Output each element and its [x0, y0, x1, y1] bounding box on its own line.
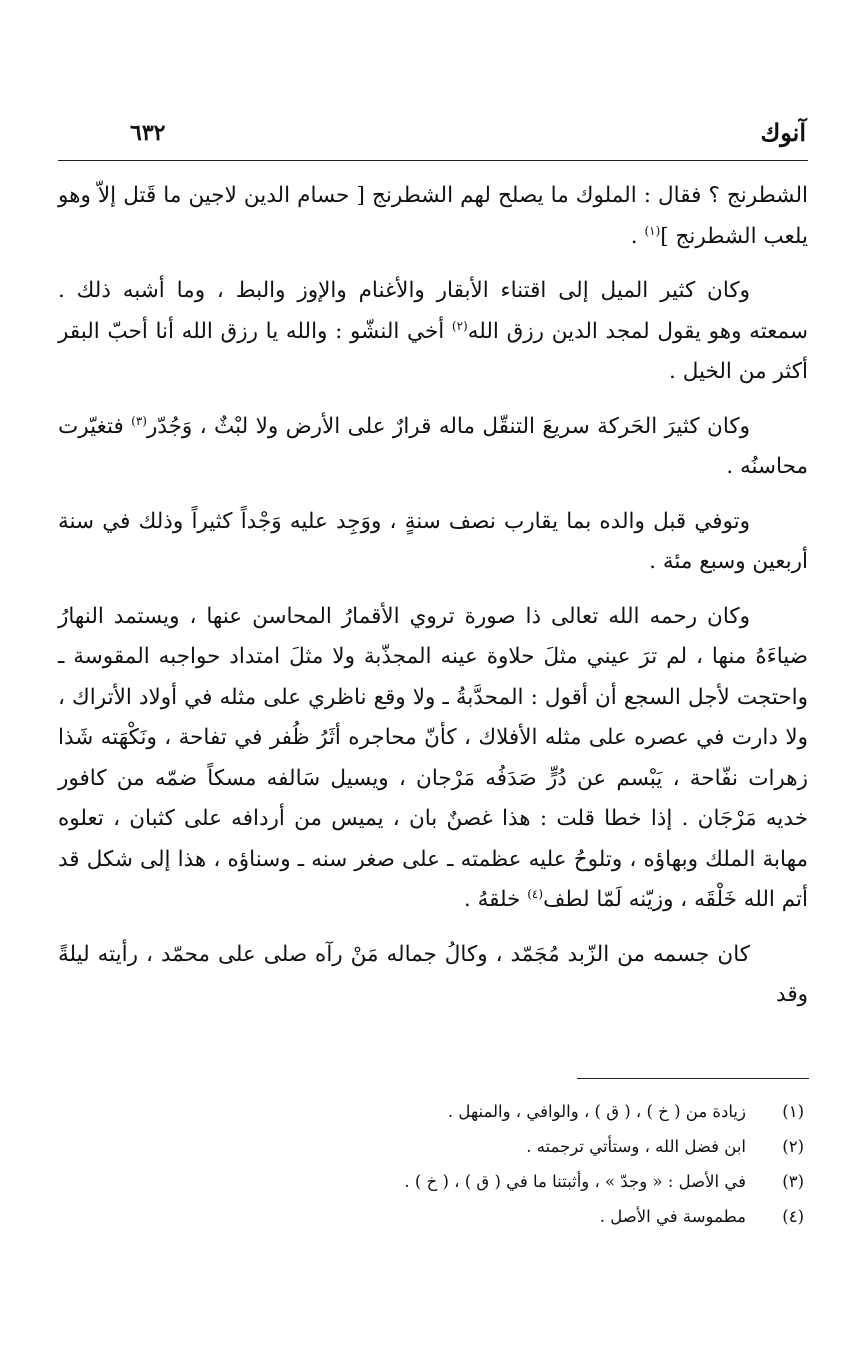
footnote-ref: (٣) — [131, 413, 147, 428]
footnote-ref: (٢) — [451, 318, 468, 333]
paragraph-tail: . — [630, 223, 645, 249]
main-text — [58, 176, 808, 1030]
footnote-text: زيادة من ( خ ) ، ( ق ) ، والوافي ، والمنهل . — [447, 1102, 746, 1121]
paragraph-tail: أخي النشّو : والله يا رزق الله أنا أحبّ البقر أكثر من الخيل . — [58, 318, 808, 384]
footnote — [58, 1199, 808, 1234]
paragraph — [58, 176, 808, 257]
footnote-ref: (١) — [644, 223, 661, 238]
paragraph-text: الشطرنج ؟ فقال : الملوك ما يصلح لهم الشطرنج [ حسام الدين لاجين ما قَتل إلاّ وهو يلعب الشطرنج ] — [58, 183, 808, 249]
footnote-text: في الأصل : « وجدّ » ، وأثبتنا ما في ( ق ) ، ( خ ) . — [404, 1172, 746, 1191]
paragraph-tail: فتغيّرت محاسنُه . — [58, 413, 808, 479]
paragraph-text: وكان رحمه الله تعالى ذا صورة تروي الأقمارُ المحاسن عنها ، ويستمد النهارُ ضياءَهُ منها ، لم ترَ عيني مثلَ حلاوة عينه المجذّبة ولا مثلَ امتداد حواجبه المقوسة ـ واحتجت لأجل السجع أن أقول : المحدَّبةُ ـ ولا وقع ناظري على مثله في أولاد الأتراك ، ولا دارت في عصره على مثله الأفلاك ، كأنّ محاجره أثَرُ ظُفر في تفاحة ، ونَكْهَته شَذا زهرات نفّاحة ، يَبْسم عن دُرٍّ صَدَفُه مَرْجان ، ويسيل سَالفه مسكاً ضمّه من كافور خديه مَرْجَان . إذا خطا قلت : هذا غصنٌ بان ، يميس من أردافه على كثبان ، تعلوه مهابة الملك وبهاؤه ، وتلوحُ عليه عظمته ـ على صغر سنه ـ وسناؤه ، هذا إلى شكل قد أتم الله خَلْقَه ، وزيّنه لَمّا لطف — [58, 603, 808, 912]
footnote-text: ابن فضل الله ، وستأتي ترجمته . — [526, 1137, 746, 1156]
running-title: آنوك — [760, 118, 806, 147]
paragraph-text: وتوفي قبل والده بما يقارب نصف سنةٍ ، ووَجِد عليه وَجْداً كثيراً وذلك في سنة أربعين وسبع مئة . — [58, 508, 808, 574]
footnote-number: (١) — [782, 1102, 804, 1121]
footnotes — [58, 1094, 808, 1234]
footnote-number: (٢) — [782, 1137, 804, 1156]
paragraph — [58, 597, 808, 921]
footnote-ref: (٤) — [527, 886, 544, 901]
paragraph-text: كان جسمه من الزّبد مُجَمّد ، وكالُ جماله مَنْ رآه صلى على محمّد ، رأيته ليلةً وقد — [58, 941, 808, 1007]
footnote — [58, 1094, 808, 1129]
footnote-number: (٤) — [782, 1207, 804, 1226]
paragraph — [58, 502, 808, 583]
paragraph — [58, 271, 808, 393]
paragraph — [58, 407, 808, 488]
footnote — [58, 1164, 808, 1199]
footnote-number: (٣) — [782, 1172, 804, 1191]
paragraph-text: وكان كثير الميل إلى اقتناء الأبقار والأغنام والإوز والبط ، وما أشبه ذلك . سمعته وهو يقول لمجد الدين رزق الله — [58, 278, 809, 344]
paragraph-tail: خلقهُ . — [463, 887, 528, 912]
footnote — [58, 1129, 808, 1164]
page-header — [58, 118, 808, 161]
footnote-text: مطموسة في الأصل . — [599, 1207, 746, 1226]
footnote-divider — [577, 1078, 809, 1079]
paragraph — [58, 935, 808, 1016]
page-number: ٦٣٢ — [130, 120, 166, 146]
paragraph-text: وكان كثيرَ الحَركة سريعَ التنقّل ماله قرارٌ على الأرض ولا لبْثٌ ، وَجُدّر — [146, 413, 751, 439]
